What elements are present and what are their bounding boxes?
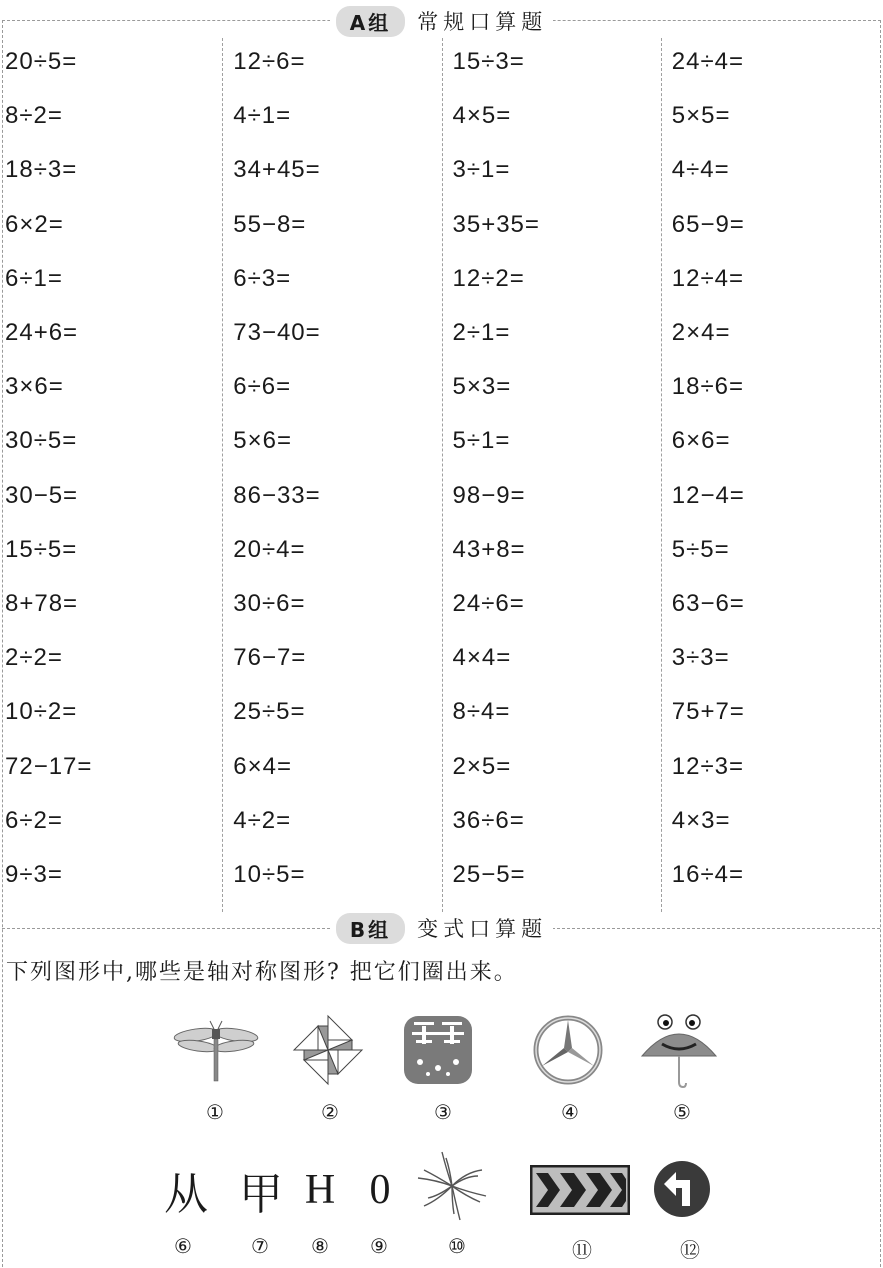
problem-item: 25÷5= [233, 698, 306, 726]
problem-item: 8÷2= [5, 102, 63, 130]
problem-item: 24÷4= [671, 48, 744, 75]
problem-item: 6×6= [671, 427, 731, 455]
frog-umbrella-icon[interactable] [638, 1010, 720, 1090]
section-a-badge: A组 [336, 6, 405, 37]
problem-item: 8+78= [5, 590, 79, 617]
problem-item: 18÷6= [671, 373, 744, 401]
problem-item: 98−9= [452, 481, 526, 509]
problem-item: 4÷4= [671, 156, 730, 184]
section-a-header [0, 4, 883, 38]
problem-item: 30÷6= [233, 590, 306, 617]
problem-item: 3×6= [5, 373, 64, 401]
problem-column-2 [222, 38, 441, 912]
problem-item: 5÷5= [671, 535, 730, 563]
character-cong[interactable]: 从 [164, 1169, 208, 1220]
section-b-header [0, 911, 883, 945]
problem-item: 86−33= [233, 481, 321, 509]
figure-label-1: ① [206, 1100, 224, 1124]
problem-item: 4×4= [452, 644, 512, 672]
double-happiness-papercut-icon[interactable] [400, 1012, 476, 1088]
problem-item: 25−5= [452, 861, 526, 888]
section-b-badge: B组 [336, 913, 405, 944]
problem-item: 16÷4= [671, 861, 744, 888]
swirl-flower-icon[interactable] [416, 1148, 488, 1224]
problem-item: 6×2= [5, 210, 64, 238]
problem-item: 30−5= [5, 481, 79, 509]
problem-item: 76−7= [233, 644, 307, 672]
figure-label-2: ② [321, 1100, 339, 1124]
problem-column-1 [4, 38, 222, 912]
problem-item: 3÷3= [671, 644, 730, 672]
problem-item: 30÷5= [5, 427, 78, 455]
problem-item: 72−17= [5, 752, 93, 780]
character-jia[interactable]: 甲 [239, 1169, 283, 1220]
problem-item: 2÷1= [452, 319, 511, 346]
problem-item: 2×5= [452, 752, 512, 780]
problem-item: 36÷6= [452, 806, 525, 834]
problem-item: 9÷3= [5, 861, 63, 888]
problem-item: 55−8= [233, 210, 307, 238]
figure-label-7: ⑦ [251, 1234, 269, 1258]
problem-item: 12÷6= [233, 48, 306, 75]
problem-item: 18÷3= [5, 156, 78, 184]
problem-item: 6÷6= [233, 373, 292, 401]
problem-item: 5×6= [233, 427, 292, 455]
problem-item: 6÷2= [5, 806, 63, 834]
problem-item: 8÷4= [452, 698, 511, 726]
three-pointed-star-logo-icon[interactable] [530, 1012, 606, 1088]
problem-item: 5÷1= [452, 427, 511, 455]
figure-label-11: ⑪ [572, 1238, 592, 1262]
problem-item: 73−40= [233, 319, 321, 346]
figure-label-6: ⑥ [174, 1234, 192, 1258]
figure-label-10: ⑩ [448, 1234, 466, 1258]
letter-h[interactable]: H [304, 1167, 336, 1213]
pinwheel-icon[interactable] [290, 1012, 366, 1088]
problem-item: 4×3= [671, 806, 731, 834]
section-a-title: 常规口算题 [417, 10, 548, 34]
dragonfly-icon[interactable] [172, 1015, 260, 1085]
question-text: 下列图形中,哪些是轴对称图形? 把它们圈出来。 [6, 960, 518, 985]
problem-item: 12−4= [671, 481, 745, 509]
problem-item: 3÷1= [452, 156, 511, 184]
problem-item: 6×4= [233, 752, 292, 780]
problem-item: 35+35= [452, 210, 540, 238]
figure-label-12: ⑫ [680, 1238, 700, 1262]
problem-item: 10÷5= [233, 861, 306, 888]
problem-item: 75+7= [671, 698, 745, 726]
problem-item: 4÷1= [233, 102, 292, 130]
problem-column-3 [442, 38, 661, 912]
chevron-sign-icon[interactable] [530, 1165, 630, 1215]
turn-left-sign-icon[interactable] [652, 1158, 712, 1220]
problem-grid [4, 38, 880, 912]
problem-item: 12÷4= [671, 264, 744, 292]
problem-item: 24÷6= [452, 590, 525, 617]
figure-label-4: ④ [561, 1100, 579, 1124]
figure-label-5: ⑤ [673, 1100, 691, 1124]
problem-item: 24+6= [5, 319, 79, 346]
problem-item: 2×4= [671, 319, 731, 346]
section-b-title: 变式口算题 [417, 917, 548, 941]
problem-item: 6÷1= [5, 264, 63, 292]
problem-item: 5×3= [452, 373, 512, 401]
problem-item: 20÷4= [233, 535, 306, 563]
problem-item: 63−6= [671, 590, 745, 617]
problem-item: 6÷3= [233, 264, 292, 292]
problem-item: 4×5= [452, 102, 512, 130]
problem-item: 12÷3= [671, 752, 744, 780]
problem-item: 43+8= [452, 535, 526, 563]
figure-label-9: ⑨ [370, 1234, 388, 1258]
problem-item: 5×5= [671, 102, 731, 130]
problem-item: 12÷2= [452, 264, 525, 292]
problem-item: 10÷2= [5, 698, 78, 726]
problem-item: 15÷3= [452, 48, 525, 75]
problem-item: 20÷5= [5, 48, 78, 75]
digit-zero[interactable]: 0 [369, 1167, 391, 1213]
problem-item: 15÷5= [5, 535, 78, 563]
problem-item: 65−9= [671, 210, 745, 238]
figure-label-3: ③ [434, 1100, 452, 1124]
problem-item: 4÷2= [233, 806, 292, 834]
problem-item: 2÷2= [5, 644, 63, 672]
problem-item: 34+45= [233, 156, 321, 184]
figure-label-8: ⑧ [311, 1234, 329, 1258]
problem-column-4 [661, 38, 880, 912]
